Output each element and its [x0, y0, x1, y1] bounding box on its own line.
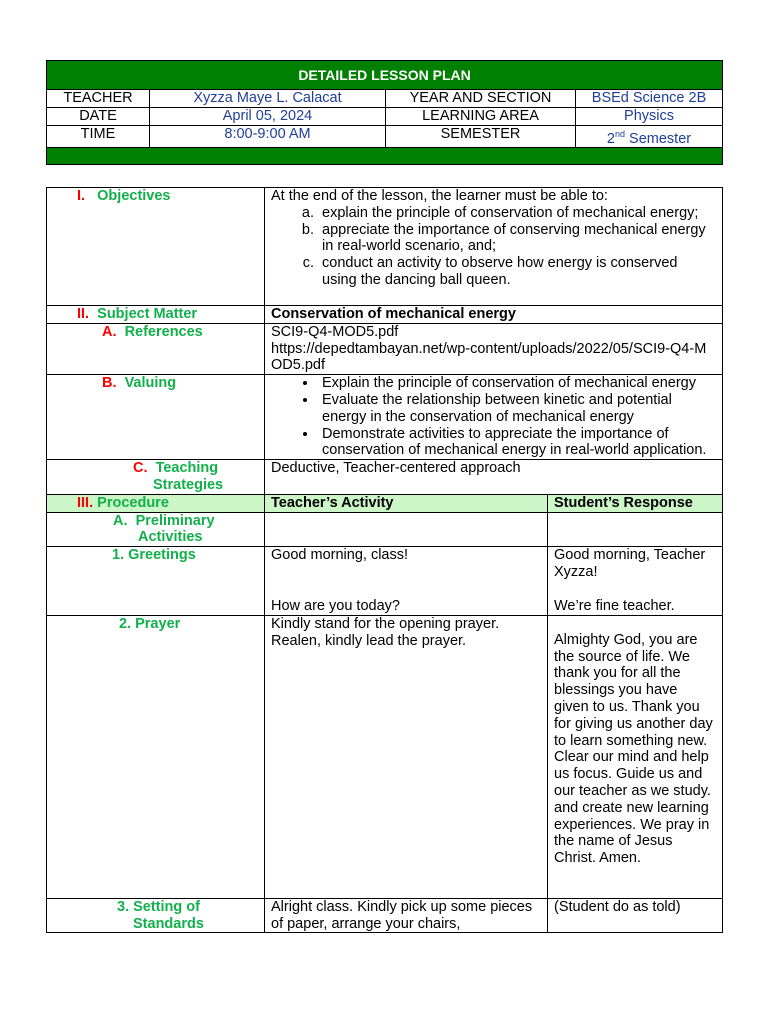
- year-section-label: YEAR AND SECTION: [386, 90, 576, 108]
- preliminary-row: [47, 512, 723, 547]
- semester-value: 2nd Semester: [576, 125, 723, 148]
- objectives-row: [47, 188, 723, 306]
- greetings-row: [47, 547, 723, 616]
- reference-link: https://depedtambayan.net/wp-content/uploads/2022/05/SCI9-Q4-MOD5.pdf: [271, 340, 707, 374]
- greetings-teacher: Good morning, class! How are you today?: [265, 547, 548, 616]
- standards-teacher: Alright class. Kindly pick up some pieces of paper, arrange your chairs,: [265, 898, 548, 933]
- semester-label: SEMESTER: [386, 125, 576, 148]
- preliminary-student-cell: [548, 512, 723, 547]
- student-response-header: Student’s Response: [548, 494, 723, 512]
- prayer-student: Almighty God, you are the source of life. We thank you for all the blessings you have given to us. Thank you for giving us another day to learn something new. Clear our mind and help us focus. Guide us and our teacher as we study. and create new learning experiences. We pray in the name of Jesus Christ. Amen.: [548, 615, 723, 898]
- teaching-strategies-value: Deductive, Teacher-centered approach: [265, 460, 723, 495]
- header-row-teacher: [47, 90, 723, 108]
- standards-heading: 3. Setting of Standards: [47, 898, 265, 933]
- references-content: [265, 323, 723, 374]
- references-heading: A. References: [47, 323, 265, 374]
- preliminary-teacher-cell: [265, 512, 548, 547]
- date-label: DATE: [47, 107, 150, 125]
- header-row-time: [47, 125, 723, 148]
- teacher-label: TEACHER: [47, 90, 150, 108]
- teaching-strategies-heading: C. Teaching Strategies: [47, 460, 265, 495]
- teacher-activity-header: Teacher’s Activity: [265, 494, 548, 512]
- valuing-list: [271, 375, 716, 459]
- procedure-header-row: [47, 494, 723, 512]
- preliminary-heading: A. Preliminary Activities: [47, 512, 265, 547]
- learning-area-value: Physics: [576, 107, 723, 125]
- time-value: 8:00-9:00 AM: [150, 125, 386, 148]
- header-footer-bar: [47, 148, 723, 165]
- standards-student: (Student do as told): [548, 898, 723, 933]
- prayer-row: [47, 615, 723, 898]
- standards-row: [47, 898, 723, 933]
- objectives-list: [271, 205, 716, 289]
- teaching-strategies-row: [47, 460, 723, 495]
- lesson-plan-body: [46, 187, 723, 933]
- valuing-row: [47, 375, 723, 460]
- document-title: DETAILED LESSON PLAN: [47, 61, 723, 90]
- lesson-plan-header: [46, 60, 723, 165]
- objectives-intro: At the end of the lesson, the learner must be able to:: [271, 188, 608, 204]
- subject-matter-row: [47, 306, 723, 324]
- objective-item: b. appreciate the importance of conserving mechanical energy in real-world scenario, and;: [318, 222, 716, 256]
- valuing-heading: B. Valuing: [47, 375, 265, 460]
- year-section-value: BSEd Science 2B: [576, 90, 723, 108]
- valuing-item: • Demonstrate activities to appreciate the importance of conservation of mechanical energy in real-world application.: [318, 426, 716, 460]
- learning-area-label: LEARNING AREA: [386, 107, 576, 125]
- prayer-teacher: Kindly stand for the opening prayer. Realen, kindly lead the prayer.: [265, 615, 548, 898]
- reference-file: SCI9-Q4-MOD5.pdf: [271, 323, 399, 340]
- valuing-item: • Explain the principle of conservation of mechanical energy: [318, 375, 716, 392]
- greetings-student: Good morning, Teacher Xyzza! We’re fine teacher.: [548, 547, 723, 616]
- objective-item: c. conduct an activity to observe how energy is conserved using the dancing ball queen.: [318, 255, 716, 289]
- subject-matter-value: Conservation of mechanical energy: [265, 306, 723, 324]
- date-value: April 05, 2024: [150, 107, 386, 125]
- objectives-heading: I. Objectives: [47, 188, 265, 306]
- procedure-heading: III. Procedure: [47, 494, 265, 512]
- prayer-heading: 2. Prayer: [47, 615, 265, 898]
- valuing-content: [265, 375, 723, 460]
- objectives-content: [265, 188, 723, 306]
- valuing-item: • Evaluate the relationship between kinetic and potential energy in the conservation of mechanical energy: [318, 392, 716, 426]
- objective-item: a. explain the principle of conservation of mechanical energy;: [318, 205, 716, 222]
- time-label: TIME: [47, 125, 150, 148]
- teacher-value: Xyzza Maye L. Calacat: [150, 90, 386, 108]
- subject-matter-heading: II. Subject Matter: [47, 306, 265, 324]
- greetings-heading: 1. Greetings: [47, 547, 265, 616]
- references-row: [47, 323, 723, 374]
- header-row-date: [47, 107, 723, 125]
